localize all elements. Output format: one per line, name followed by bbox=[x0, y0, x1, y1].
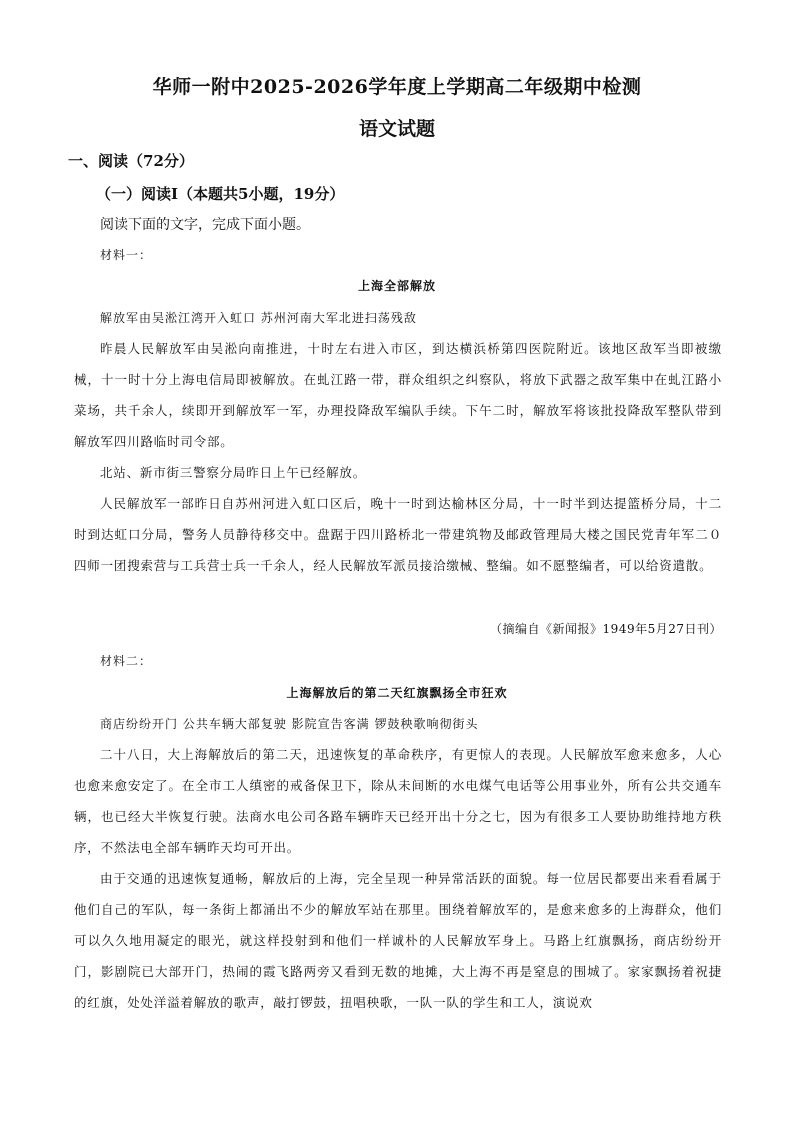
material-2-label: 材料二： bbox=[100, 654, 153, 668]
material-2-paragraph: 由于交通的迅速恢复通畅，解放后的上海，完全呈现一种异常活跃的面貌。每一位居民都要出来看看属于他们自己的军队，每一条街上都涌出不少的解放军站在那里。围绕着解放军的，是愈来愈多的上海群众，他们可以久久地用凝定的眼光，就这样投射到和他们一样诚朴的人民解放军身上。马路上红旗飘扬，商店纷纷开门，影剧院已大部开门，热闹的霞飞路两旁又看到无数的地摊，大上海不再是窒息的围城了。家家飘扬着祝捷的红旗，处处洋溢着解放的歌声，敲打锣鼓，扭唱秧歌，一队一队的学生和工人，演说欢 bbox=[74, 871, 722, 1010]
material-1-paragraph: 昨晨人民解放军由吴淞向南推进，十时左右进入市区，到达横浜桥第四医院附近。该地区敌军当即被缴械，十一时十分上海电信局即被解放。在虬江路一带，群众组织之纠察队，将放下武器之敌军集中在虬江路小菜场，共千余人，续即开到解放军一军，办理投降敌军编队手续。下午二时，解放军将该批投降敌军整队带到解放军四川路临时司令部。 bbox=[74, 341, 722, 449]
material-2-title: 上海解放后的第二天红旗飘扬全市狂欢 bbox=[286, 686, 508, 700]
subject-title: 语文试题 bbox=[358, 118, 435, 140]
section-heading: 一、阅读（72分） bbox=[68, 152, 194, 170]
material-1-dek: 解放军由吴淞江湾开入虹口 苏州河南大军北进扫荡残敌 bbox=[100, 311, 417, 325]
material-2-paragraph: 二十八日，大上海解放后的第二天，迅速恢复的革命秩序，有更惊人的表现。人民解放军愈来愈多，人心也愈来愈安定了。在全市工人缜密的戒备保卫下，除从未间断的水电煤气电话等公用事业外，所有公共交通车辆，也已经大半恢复行驶。法商水电公司各路车辆昨天已经开出十分之七，因为有很多工人要协助维持地方秩序，不然法电全部车辆昨天均可开出。 bbox=[74, 747, 722, 855]
material-1-label: 材料一： bbox=[100, 248, 153, 262]
material-1-title: 上海全部解放 bbox=[357, 279, 436, 293]
material-1-source: （摘编自《新闻报》1949年5月27日刊） bbox=[490, 622, 722, 636]
subsection-heading: （一）阅读Ⅰ（本题共5小题，19分） bbox=[96, 185, 345, 203]
instruction-text: 阅读下面的文字，完成下面小题。 bbox=[100, 217, 310, 233]
material-1-paragraph: 北站、新市街三警察分局昨日上午已经解放。 bbox=[100, 465, 367, 480]
material-2-dek: 商店纷纷开门 公共车辆大部复驶 影院宣告客满 锣鼓秧歌响彻街头 bbox=[100, 717, 479, 731]
material-1-paragraph: 人民解放军一部昨日自苏州河进入虹口区后，晚十一时到达榆林区分局，十一时半到达提篮桥分局，十二时到达虹口分局，警务人员静待移交中。盘踞于四川路桥北一带建筑物及邮政管理局大楼之国民党青年军二０四师一团搜索营与工兵营士兵一千余人，经人民解放军派员接洽缴械、整编。如不愿整编者，可以给资遣散。 bbox=[74, 496, 722, 573]
exam-title: 华师一附中2025-2026学年度上学期高二年级期中检测 bbox=[152, 76, 642, 98]
